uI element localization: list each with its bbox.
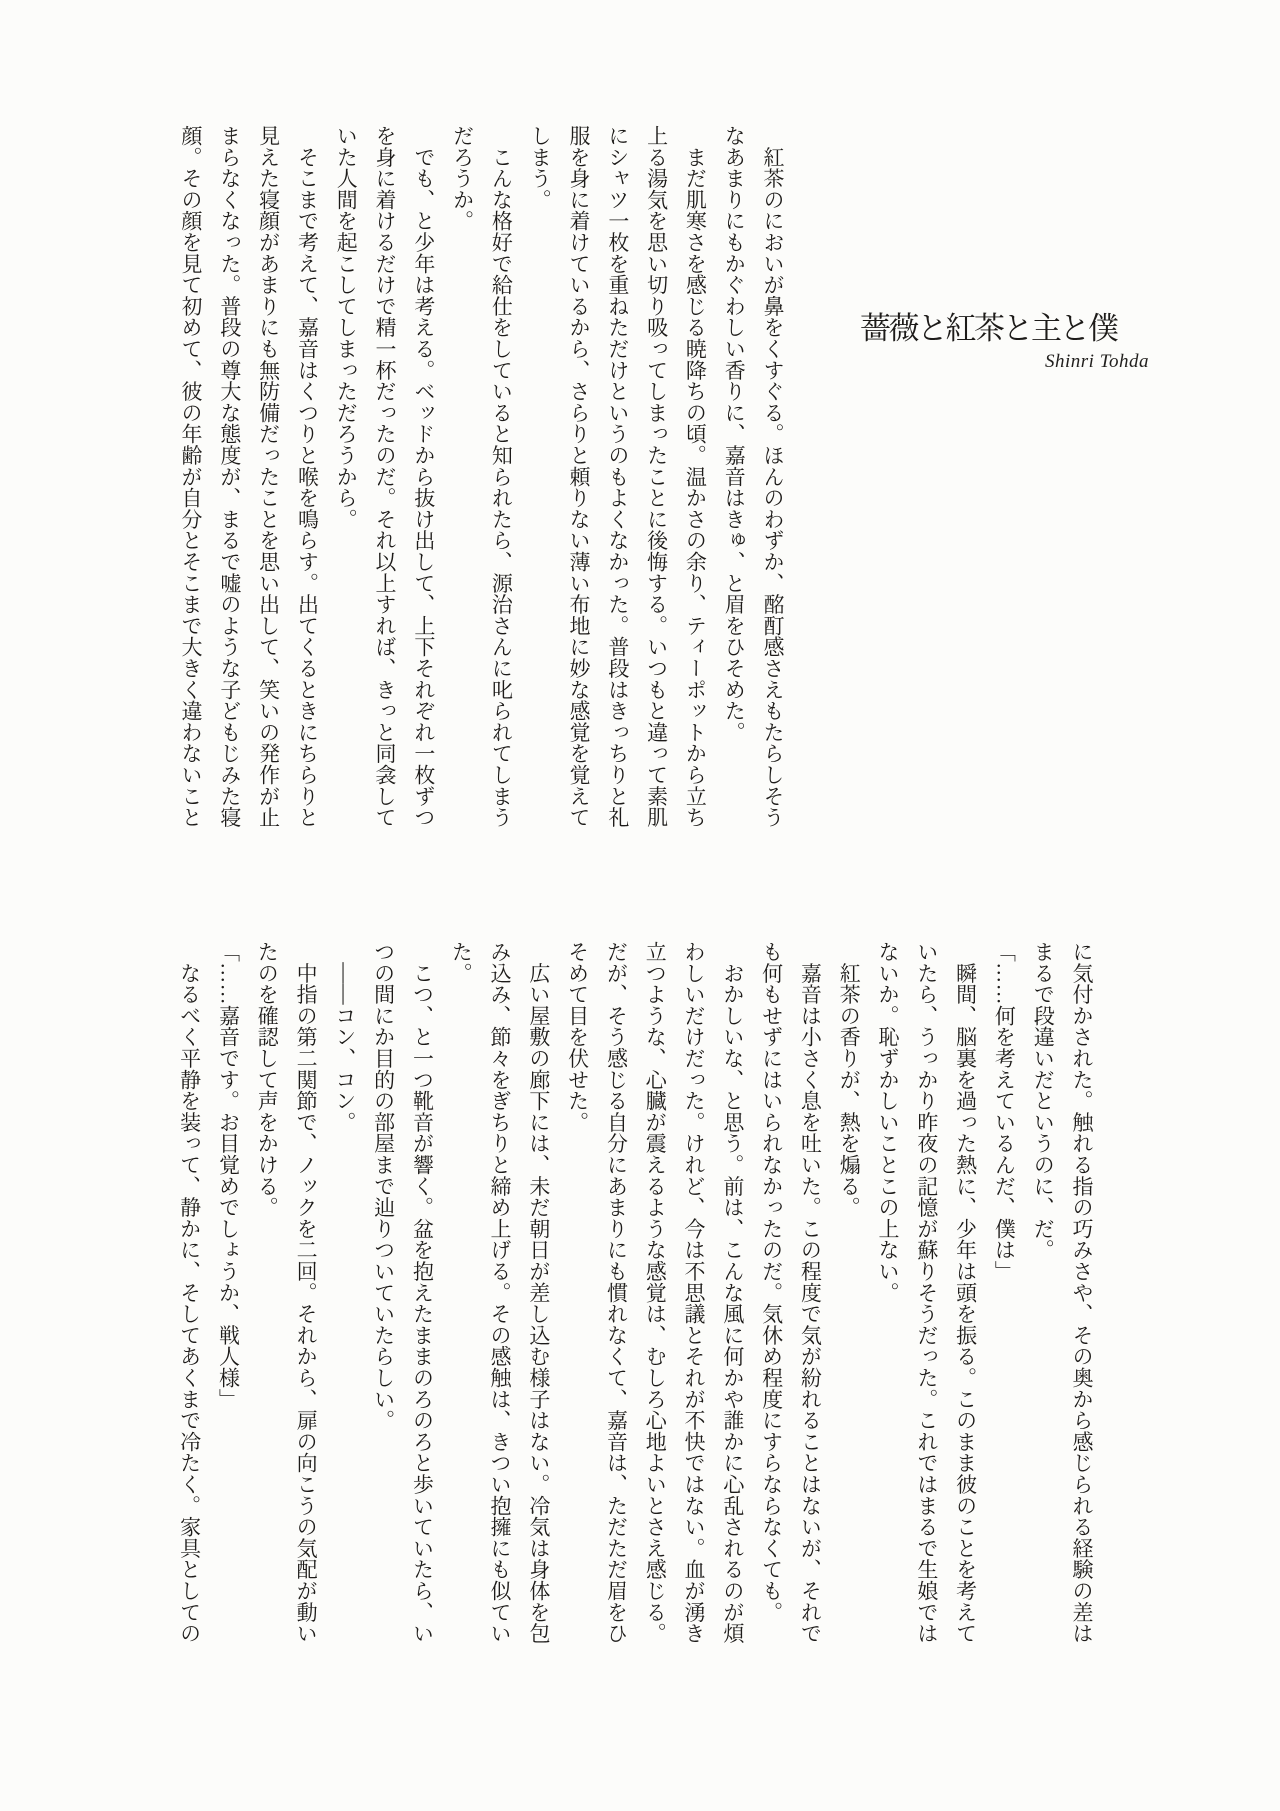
author-signature: Shinri Tohda bbox=[1045, 350, 1150, 372]
text-line: 中指の第二関節で、ノックを二回。それから、扉の向こうの気配が動い bbox=[294, 941, 319, 1644]
story-title: 薔薇と紅茶と主と僕 bbox=[860, 311, 1117, 346]
text-line: み込み、節々をぎちりと締め上げる。その感触は、きつい抱擁にも似てい bbox=[488, 941, 513, 1644]
text-line: た。 bbox=[449, 941, 474, 984]
text-line: ――コン、コン。 bbox=[332, 941, 357, 1133]
text-line: なあまりにもかぐわしい香りに、嘉音はきゅ、と眉をひそめた。 bbox=[722, 125, 747, 743]
text-line: おかしいな、と思う。前は、こんな風に何かや誰かに心乱されるのが煩 bbox=[720, 941, 745, 1644]
text-line: 服を身に着けているから、さらりと頼りない薄い布地に妙な感覚を覚えて bbox=[567, 125, 592, 828]
text-line: まるで段違いだというのに、だ。 bbox=[1031, 941, 1056, 1261]
text-line: 紅茶の香りが、熱を煽る。 bbox=[837, 941, 862, 1218]
text-line: だが、そう感じる自分にあまりにも慣れなくて、嘉音は、ただただ眉をひ bbox=[604, 941, 629, 1644]
text-line: こんな格好で給仕をしていると知られたら、源治さんに叱られてしまう bbox=[489, 125, 514, 828]
text-line: しまう。 bbox=[528, 125, 553, 211]
text-line: 顔。その顔を見て初めて、彼の年齢が自分とそこまで大きく違わないこと bbox=[179, 125, 204, 828]
text-line: 広い屋敷の廊下には、未だ朝日が差し込む様子はない。冷気は身体を包 bbox=[526, 941, 551, 1644]
top-text-block bbox=[171, 125, 792, 828]
text-line: こつ、と一つ靴音が響く。盆を抱えたままのろのろと歩いていたら、い bbox=[410, 941, 435, 1644]
text-line: 上る湯気を思い切り吸ってしまったことに後悔する。いつもと違って素肌 bbox=[644, 125, 669, 828]
text-line: なるべく平静を装って、静かに、そしてあくまで冷たく。家具としての bbox=[177, 941, 202, 1644]
text-line: たのを確認して声をかける。 bbox=[255, 941, 280, 1218]
text-line: を身に着けるだけで精一杯だったのだ。それ以上すれば、きっと同衾して bbox=[373, 125, 398, 828]
text-line: だろうか。 bbox=[450, 125, 475, 232]
text-line: そこまで考えて、嘉音はくつりと喉を鳴らす。出てくるときにちらりと bbox=[295, 125, 320, 828]
text-line: いたら、うっかり昨夜の記憶が蘇りそうだった。これではまるで生娘では bbox=[914, 941, 939, 1644]
text-line: も何もせずにはいられなかったのだ。気休め程度にすらならなくても。 bbox=[759, 941, 784, 1623]
text-line: そめて目を伏せた。 bbox=[565, 941, 590, 1133]
text-line: 瞬間、脳裏を過った熱に、少年は頭を振る。このまま彼のことを考えて bbox=[953, 941, 978, 1644]
text-line: まだ肌寒さを感じる暁降ちの頃。温かさの余り、ティーポットから立ち bbox=[683, 125, 708, 828]
text-line: ないか。恥ずかしいことこの上ない。 bbox=[876, 941, 901, 1304]
text-line: に気付かされた。触れる指の巧みさや、その奥から感じられる経験の差は bbox=[1070, 941, 1094, 1644]
text-line: でも、と少年は考える。ベッドから抜け出して、上下それぞれ一枚ずつ bbox=[411, 125, 436, 828]
text-line: わしいだけだった。けれど、今は不思議とそれが不快ではない。血が湧き bbox=[682, 941, 707, 1644]
text-line: いた人間を起こしてしまっただろうから。 bbox=[334, 125, 359, 530]
text-line: 「……嘉音です。お目覚めでしょうか、戦人様」 bbox=[216, 941, 241, 1410]
text-line: 見えた寝顔があまりにも無防備だったことを思い出して、笑いの発作が止 bbox=[256, 125, 281, 828]
text-line: にシャツ一枚を重ねただけというのもよくなかった。普段はきっちりと礼 bbox=[605, 125, 630, 828]
text-line: 「……何を考えているんだ、僕は」 bbox=[992, 941, 1017, 1282]
bottom-text-block bbox=[170, 941, 1101, 1644]
title-block bbox=[860, 311, 1160, 373]
text-line: 紅茶のにおいが鼻をくすぐる。ほんのわずか、酩酊感さえもたらしそう bbox=[761, 125, 785, 828]
text-line: まらなくなった。普段の尊大な態度が、まるで嘘のような子どもじみた寝 bbox=[217, 125, 242, 828]
text-line: つの間にか目的の部屋まで辿りついていたらしい。 bbox=[371, 941, 396, 1431]
text-line: 立つような、心臓が震えるような感覚は、むしろ心地よいとさえ感じる。 bbox=[643, 941, 668, 1644]
text-line: 嘉音は小さく息を吐いた。この程度で気が紛れることはないが、それで bbox=[798, 941, 823, 1644]
